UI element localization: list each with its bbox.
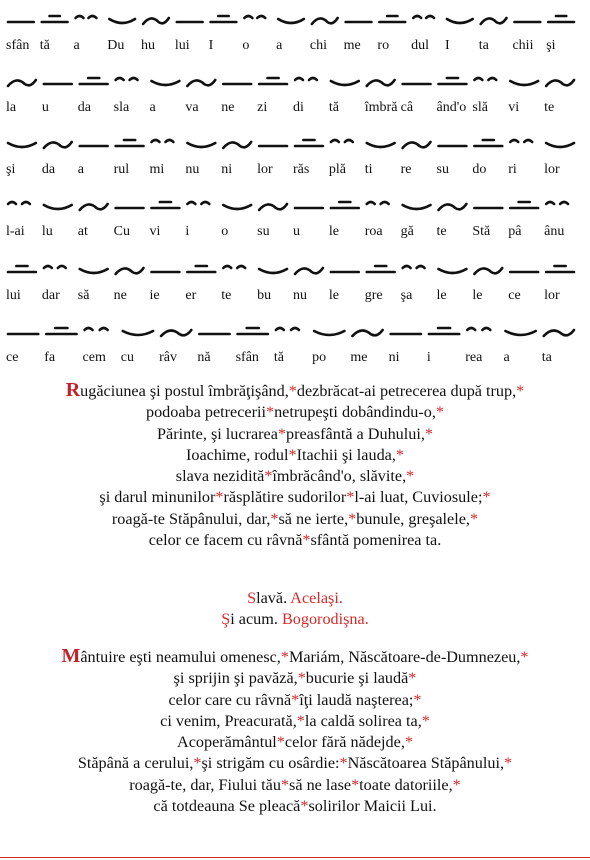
chant-syllable: dar: [41, 288, 60, 303]
chant-line: [0, 250, 590, 310]
chant-syllable: şi: [6, 162, 16, 177]
verse-asterisk: *: [265, 403, 275, 422]
chant-syllable: sfân: [6, 38, 30, 53]
prayer-line: celor ce facem cu râvnă*sfântă pomenirea ta.: [148, 531, 442, 550]
drop-initial: R: [65, 379, 81, 401]
chant-syllable: ne: [221, 100, 235, 115]
chant-syllable: do: [472, 162, 487, 177]
verse-asterisk: *: [280, 775, 290, 794]
chant-syllable: cu: [120, 350, 135, 365]
chant-syllable: şi: [546, 38, 556, 53]
verse-asterisk: *: [424, 424, 433, 443]
prayer-line: Ioachime, rodul*Itachii şi lauda,*: [185, 445, 404, 464]
chant-syllable: sfân: [235, 350, 259, 365]
theotokion-line: celor care cu râvnă*îţi laudă naşterea;*: [168, 690, 422, 709]
rubric-block: [0, 588, 590, 631]
chant-syllable: lui: [6, 288, 21, 303]
chant-syllable: cem: [82, 350, 106, 365]
chant-syllable: le: [328, 224, 339, 239]
chant-syllable: plă: [328, 162, 346, 177]
chant-syllable: ni: [221, 162, 233, 177]
prayer-line: roagă-te Stăpânului, dar,*să ne ierte,*bunule, greşalele,*: [111, 509, 479, 528]
verse-asterisk: *: [264, 467, 273, 486]
chant-syllable: Cu: [113, 224, 130, 239]
chant-syllable: dul: [411, 38, 430, 53]
theotokion-line: şi sprijin şi pavăză,*bucurie şi laudă*: [173, 669, 417, 688]
chant-syllable: ro: [377, 38, 390, 53]
verse-asterisk: *: [296, 711, 305, 730]
chant-syllable: u: [41, 100, 49, 115]
chant-syllable: zi: [257, 100, 268, 115]
si-acum-rubric: Şi acum. Bogorodişna.: [221, 610, 369, 629]
chant-syllable: chi: [309, 38, 327, 53]
chant-syllable: ti: [364, 162, 373, 177]
verse-asterisk: *: [300, 797, 309, 816]
verse-asterisk: *: [504, 754, 513, 773]
chant-syllable: er: [185, 288, 197, 303]
verse-asterisk: *: [404, 733, 413, 752]
chant-syllable: lu: [41, 224, 53, 239]
verse-asterisk: *: [408, 669, 417, 688]
chant-syllable: o: [221, 224, 229, 239]
verse-asterisk: *: [302, 531, 311, 550]
chant-syllable: a: [276, 38, 283, 53]
prayer-line: Rugăciunea şi postul îmbrăţişând,*dezbrăcat-ai petrecerea după trup,*: [65, 379, 525, 401]
chant-syllable: me: [343, 38, 361, 53]
chant-syllable: chii: [512, 38, 534, 53]
chant-syllable: le: [328, 288, 339, 303]
chant-syllable: să: [77, 288, 90, 303]
chant-syllable: da: [77, 100, 91, 115]
chant-syllable: su: [436, 162, 449, 177]
prayer-line: podoaba petrecerii*netrupeşti dobândindu-o,*: [145, 403, 445, 422]
neume-staff: [0, 0, 590, 40]
chant-syllable: şa: [400, 288, 413, 303]
chant-syllable: a: [73, 38, 80, 53]
prayer-text: [0, 380, 590, 551]
verse-asterisk: *: [280, 648, 289, 666]
theotokion-line: roagă-te, dar, Fiului tău*să ne lase*toate datoriile,*: [129, 775, 461, 794]
verse-asterisk: *: [215, 488, 224, 507]
verse-asterisk: *: [452, 775, 461, 794]
chant-line: [0, 62, 590, 122]
verse-asterisk: *: [395, 445, 404, 464]
chant-syllable: a: [77, 162, 84, 177]
chant-syllable: l-ai: [6, 224, 25, 239]
chant-syllable: rul: [113, 162, 130, 177]
verse-asterisk: *: [193, 754, 202, 773]
chant-syllable: nă: [197, 350, 211, 365]
neume-staff: [0, 124, 590, 164]
chant-syllable: u: [293, 224, 300, 239]
theotokion-line: Acoperământul*celor fără nădejde,*: [177, 733, 413, 752]
verse-asterisk: *: [469, 509, 479, 528]
chant-syllable: fa: [44, 350, 56, 365]
verse-asterisk: *: [277, 424, 286, 443]
neume-staff: [0, 312, 590, 352]
chant-syllable: te: [221, 288, 232, 303]
bottom-rule: [0, 857, 590, 858]
chant-syllable: su: [257, 224, 270, 239]
chant-syllable: Du: [107, 38, 125, 53]
theotokion-text: [0, 646, 590, 817]
chant-syllable: vi: [149, 224, 161, 239]
chant-syllable: re: [400, 162, 412, 177]
theotokion-line: Stăpână a cerului,*şi strigăm cu osârdie:*Născătoarea Stăpânului,*: [77, 754, 513, 773]
chant-syllable: hu: [141, 38, 156, 53]
chant-syllable: sla: [113, 100, 130, 115]
chant-syllable: bu: [257, 288, 272, 303]
chant-syllable: pâ: [508, 224, 522, 239]
theotokion-line: ci venim, Preacurată,*la caldă solirea ta,*: [160, 711, 430, 730]
chant-syllable: roa: [364, 224, 383, 239]
verse-asterisk: *: [351, 775, 360, 794]
chant-syllable: îmbră: [364, 100, 398, 115]
chant-syllable: i: [426, 350, 431, 365]
chant-syllable: ând'o: [436, 100, 467, 115]
verse-asterisk: *: [288, 445, 297, 464]
chant-syllable: a: [149, 100, 156, 115]
chant-syllable: me: [350, 350, 368, 365]
chant-line: [0, 186, 590, 246]
theotokion-line: că totdeauna Se pleacă*solirilor Maicii Lui.: [153, 797, 437, 816]
chant-syllable: lor: [544, 162, 560, 177]
chant-syllable: la: [6, 100, 17, 115]
drop-initial: M: [61, 645, 81, 667]
chant-syllable: râv: [159, 350, 177, 365]
chant-syllable: mi: [149, 162, 165, 177]
chant-syllable: vi: [508, 100, 520, 115]
chant-syllable: I: [444, 38, 450, 53]
chant-syllable: ce: [6, 350, 19, 365]
verse-asterisk: *: [288, 382, 297, 400]
verse-asterisk: *: [435, 403, 445, 422]
chant-syllable: lui: [174, 38, 190, 53]
chant-syllable: i: [185, 224, 190, 239]
chant-syllable: ri: [508, 162, 517, 177]
chant-syllable: tă: [328, 100, 339, 115]
theotokion-line: Mântuire eşti neamului omenesc,*Mariám, Născătoare-de-Dumnezeu,*: [61, 645, 529, 667]
verse-asterisk: *: [346, 488, 355, 507]
chant-syllable: Stă: [472, 224, 491, 239]
chant-syllable: le: [472, 288, 483, 303]
verse-asterisk: *: [413, 690, 422, 709]
chant-syllable: tă: [39, 38, 50, 53]
chant-syllable: o: [242, 38, 250, 53]
prayer-line: şi darul minunilor*răsplătire sudorilor*l-ai luat, Cuviosule;*: [99, 488, 491, 507]
chant-syllable: a: [503, 350, 510, 365]
verse-asterisk: *: [520, 648, 529, 666]
chant-syllable: at: [77, 224, 88, 239]
chant-syllable: ni: [388, 350, 400, 365]
verse-asterisk: *: [339, 754, 348, 773]
chant-syllable: rea: [465, 350, 483, 365]
neume-staff: [0, 186, 590, 226]
verse-asterisk: *: [406, 467, 415, 486]
chant-syllable: lor: [544, 288, 560, 303]
chant-line: [0, 124, 590, 184]
verse-asterisk: *: [421, 711, 430, 730]
chant-syllable: câ: [400, 100, 414, 115]
chant-syllable: te: [436, 224, 447, 239]
chant-syllable: lor: [257, 162, 273, 177]
neume-staff: [0, 62, 590, 102]
chant-syllable: te: [544, 100, 555, 115]
chant-syllable: I: [208, 38, 214, 53]
neume-staff: [0, 250, 590, 290]
slava-rubric: Slavă. Acelaşi.: [247, 589, 343, 607]
chant-syllable: gre: [364, 288, 383, 303]
chant-syllable: nu: [185, 162, 200, 177]
chant-syllable: slă: [472, 100, 488, 115]
chant-syllable: ce: [508, 288, 521, 303]
chant-syllable: ta: [478, 38, 489, 53]
chant-syllable: di: [293, 100, 304, 115]
chant-syllable: tă: [273, 350, 284, 365]
chant-syllable: ta: [541, 350, 552, 365]
chant-syllable: răs: [293, 162, 310, 177]
prayer-line: slava nezidită*îmbrăcând'o, slăvite,*: [175, 467, 415, 486]
chant-line: [0, 0, 590, 60]
chant-syllable: ie: [149, 288, 160, 303]
verse-asterisk: *: [276, 733, 285, 752]
prayer-line: Părinte, şi lucrarea*preasfântă a Duhului,*: [157, 424, 433, 443]
verse-asterisk: *: [482, 488, 491, 507]
chant-syllable: ânu: [544, 224, 565, 239]
chant-syllable: gă: [400, 224, 414, 239]
chant-syllable: da: [41, 162, 56, 177]
verse-asterisk: *: [270, 509, 279, 528]
chant-syllable: le: [436, 288, 447, 303]
chant-syllable: ne: [113, 288, 127, 303]
chant-line: [0, 312, 590, 372]
verse-asterisk: *: [297, 669, 306, 688]
chant-syllable: nu: [293, 288, 307, 303]
verse-asterisk: *: [516, 382, 525, 400]
chant-syllable: va: [185, 100, 199, 115]
chant-syllable: po: [312, 350, 327, 365]
verse-asterisk: *: [291, 690, 300, 709]
verse-asterisk: *: [348, 509, 357, 528]
